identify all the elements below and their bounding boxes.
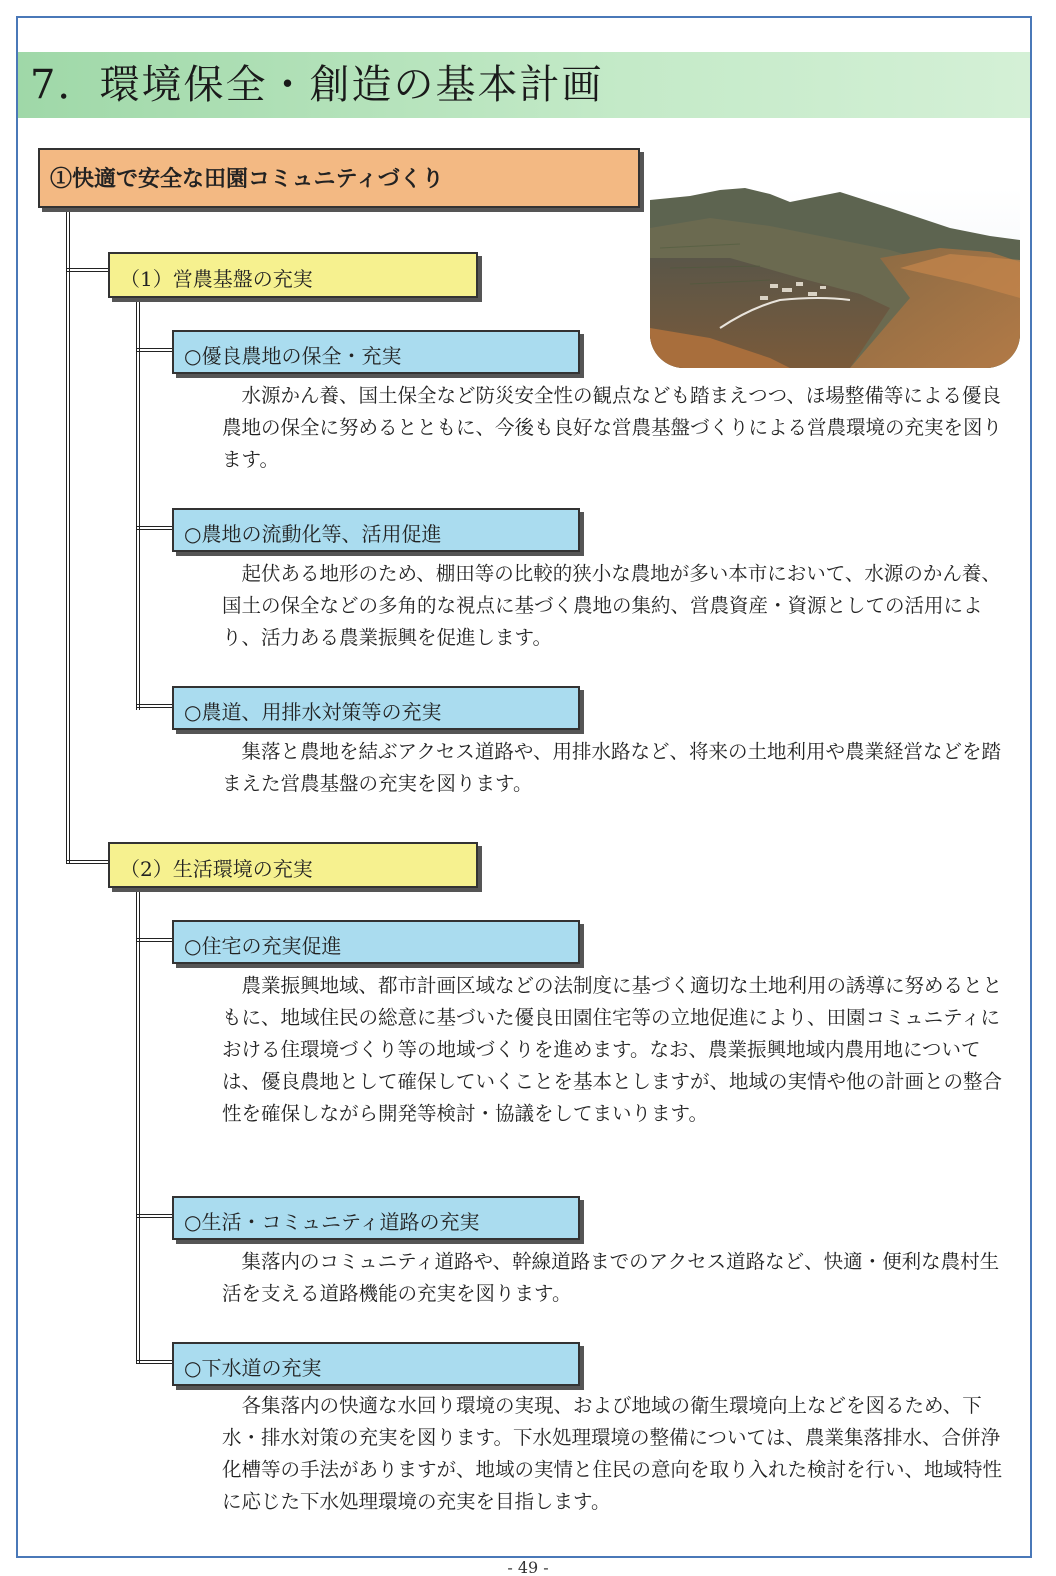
item-2-3-label: ○下水道の充実 [184,1356,322,1380]
main-section-label: ①快適で安全な田園コミュニティづくり [50,166,444,192]
section-1-box [108,252,478,298]
item-2-2-text: 集落内のコミュニティ道路や、幹線道路までのアクセス道路など、快適・便利な農村生活を支える道路機能の充実を図ります。 [222,1250,1000,1305]
tree-branch-item-2-1 [136,938,172,942]
section-1-label: （1）営農基盤の充実 [120,267,313,291]
tree-branch-item-1-2 [136,526,172,530]
tree-branch-item-1-1 [136,348,172,352]
tree-line-section-1 [136,298,140,710]
landscape-photo-image [650,188,1020,368]
item-2-2-label: ○生活・コミュニティ道路の充実 [184,1210,480,1234]
tree-line-section-2 [136,890,140,1364]
item-1-1-text: 水源かん養、国土保全など防災安全性の観点なども踏まえつつ、ほ場整備等による優良農地の保全に努めるとともに、今後も良好な営農基盤づくりによる営農環境の充実を図ります。 [222,384,1003,471]
tree-branch-item-1-3 [136,704,172,708]
tree-branch-item-2-2 [136,1214,172,1218]
item-2-3-box [172,1342,580,1386]
tree-line-main [66,208,70,864]
page-title: 7．環境保全・創造の基本計画 [30,62,604,108]
landscape-photo [650,188,1020,368]
item-2-2-box [172,1196,580,1240]
item-1-2-label: ○農地の流動化等、活用促進 [184,522,442,546]
item-1-3-box [172,686,580,730]
item-2-3-text: 各集落内の快適な水回り環境の実現、および地域の衛生環境向上などを図るため、下水・排水対策の充実を図ります。下水処理環境の整備については、農業集落排水、合併浄化槽等の手法がありますが、地域の実情と住民の意向を取り入れた検討を行い、地域特性に応じた下水処理環境の充実を目指します。 [222,1394,1003,1513]
item-2-1-label: ○住宅の充実促進 [184,934,342,958]
main-section-box [38,148,640,208]
tree-branch-item-2-3 [136,1360,172,1364]
page-number: - 49 - [507,1558,549,1576]
tree-branch-section-2 [66,860,108,864]
item-1-3-text: 集落と農地を結ぶアクセス道路や、用排水路など、将来の土地利用や農業経営などを踏まえた営農基盤の充実を図ります。 [222,740,1002,795]
item-1-2-box [172,508,580,552]
item-2-1-box [172,920,580,964]
item-1-1-box [172,330,580,374]
section-2-label: （2）生活環境の充実 [120,857,313,881]
item-1-2-text: 起伏ある地形のため、棚田等の比較的狭小な農地が多い本市において、水源のかん養、国土の保全などの多角的な視点に基づく農地の集約、営農資産・資源としての活用により、活力ある農業振興を促進します。 [222,562,1001,649]
item-1-1-label: ○優良農地の保全・充実 [184,344,402,368]
item-2-1-text: 農業振興地域、都市計画区域などの法制度に基づく適切な土地利用の誘導に努めるとともに、地域住民の総意に基づいた優良田園住宅等の立地促進により、田園コミュニティにおける住環境づくり等の地域づくりを進めます。なお、農業振興地域内農用地については、優良農地として確保していくことを基本としますが、地域の実情や他の計画との整合性を確保しながら開発等検討・協議をしてまいります。 [222,974,1003,1125]
tree-branch-section-1 [66,268,108,272]
item-1-3-label: ○農道、用排水対策等の充実 [184,700,442,724]
section-2-box [108,842,478,888]
